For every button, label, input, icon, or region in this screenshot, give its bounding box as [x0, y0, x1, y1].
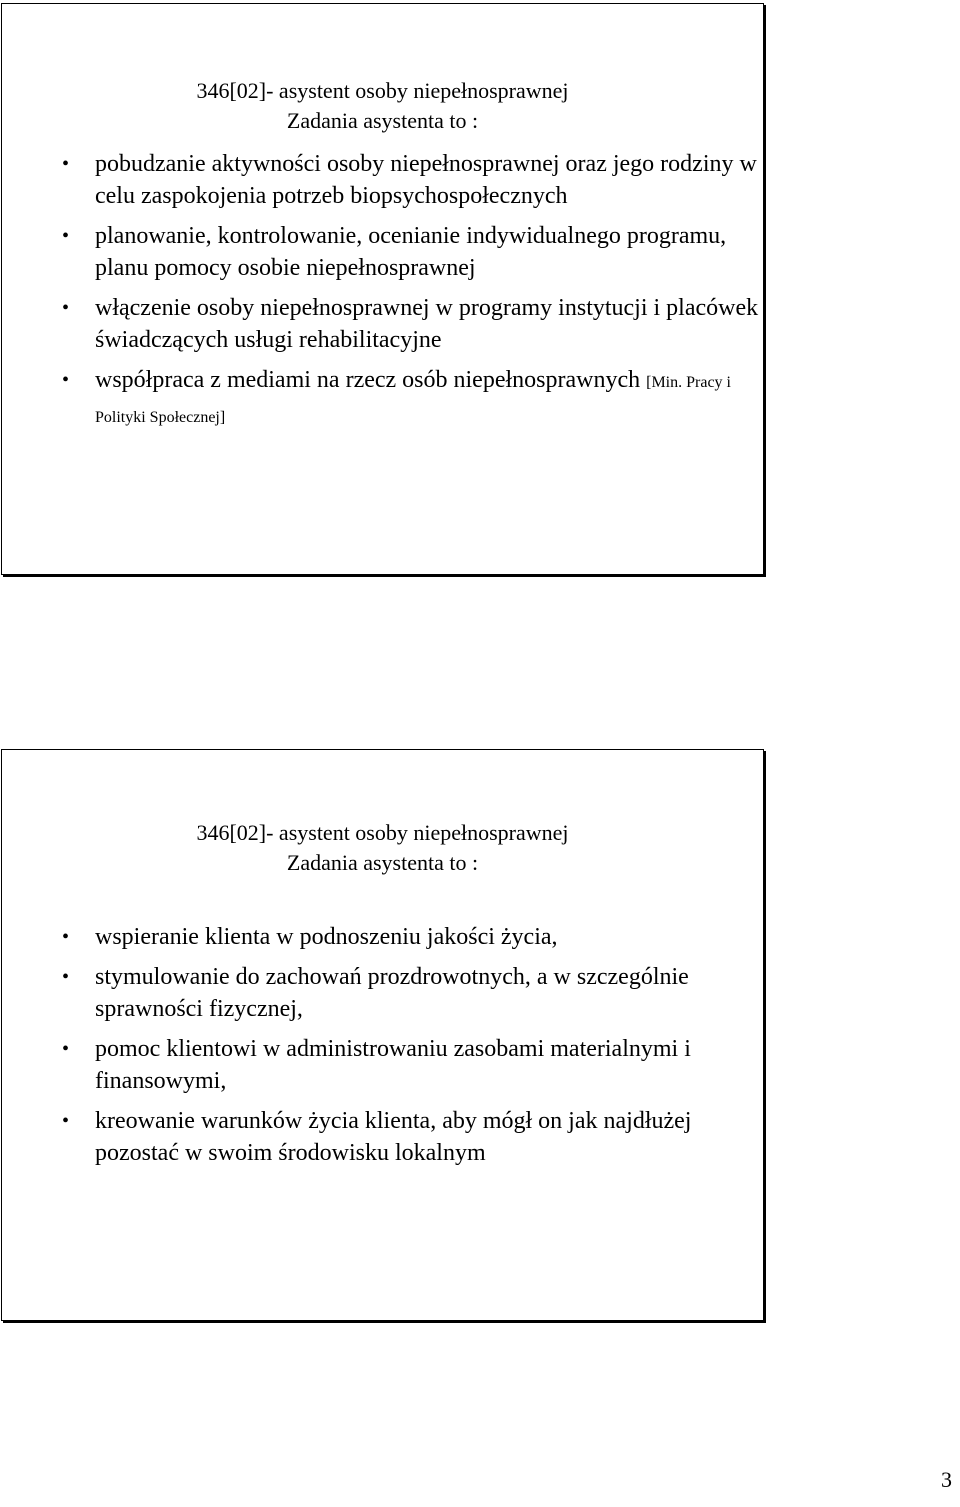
bullet-dot-icon: •: [62, 369, 70, 391]
bullet-text: stymulowanie do zachowań prozdrowotnych, a w szczególnie sprawności fizycznej,: [95, 964, 689, 1022]
bullet-list: [2, 148, 775, 442]
list-item: [2, 148, 775, 212]
bullet-list: [2, 921, 775, 1177]
bullet-text: wspieranie klienta w podnoszeniu jakości życia,: [95, 924, 558, 950]
bullet-text: planowanie, kontrolowanie, ocenianie indywidualnego programu, planu pomocy osobie niepełnosprawnej: [95, 223, 727, 281]
bullet-dot-icon: •: [62, 153, 70, 175]
slide-1: [1, 3, 764, 575]
slide-title-line-1: 346[02]- asystent osoby niepełnosprawnej: [196, 820, 569, 845]
bullet-dot-icon: •: [62, 1110, 70, 1132]
list-item: [2, 1033, 775, 1097]
bullet-text: kreowanie warunków życia klienta, aby mógł on jak najdłużej pozostać w swoim środowisku lokalnym: [95, 1108, 692, 1166]
bullet-dot-icon: •: [62, 225, 70, 247]
list-item: [2, 364, 775, 434]
source-note: [Min. Pracy i Polityki Społecznej]: [95, 374, 731, 426]
slide-title: [2, 76, 763, 136]
bullet-text: włączenie osoby niepełnosprawnej w programy instytucji i placówek świadczących usługi rehabilitacyjne: [95, 295, 759, 353]
list-item: [2, 1105, 775, 1169]
list-item: [2, 921, 775, 953]
bullet-dot-icon: •: [62, 297, 70, 319]
bullet-dot-icon: •: [62, 926, 70, 948]
list-item: [2, 220, 775, 284]
bullet-text: współpraca z mediami na rzecz osób niepełnosprawnych: [95, 367, 641, 393]
list-item: [2, 292, 775, 356]
slide-title-line-2: Zadania asystenta to :: [286, 850, 479, 875]
slide-title: [2, 818, 763, 878]
bullet-dot-icon: •: [62, 1038, 70, 1060]
slide-title-line-2: Zadania asystenta to :: [286, 108, 479, 133]
bullet-text: pobudzanie aktywności osoby niepełnosprawnej oraz jego rodziny w celu zaspokojenia potrzeb biopsychospołecznych: [95, 151, 757, 209]
list-item: [2, 961, 775, 1025]
slide-2: [1, 749, 764, 1321]
page-number: 3: [941, 1467, 952, 1492]
bullet-text: pomoc klientowi w administrowaniu zasobami materialnymi i finansowymi,: [95, 1036, 691, 1094]
slide-title-line-1: 346[02]- asystent osoby niepełnosprawnej: [196, 78, 569, 103]
bullet-dot-icon: •: [62, 966, 70, 988]
